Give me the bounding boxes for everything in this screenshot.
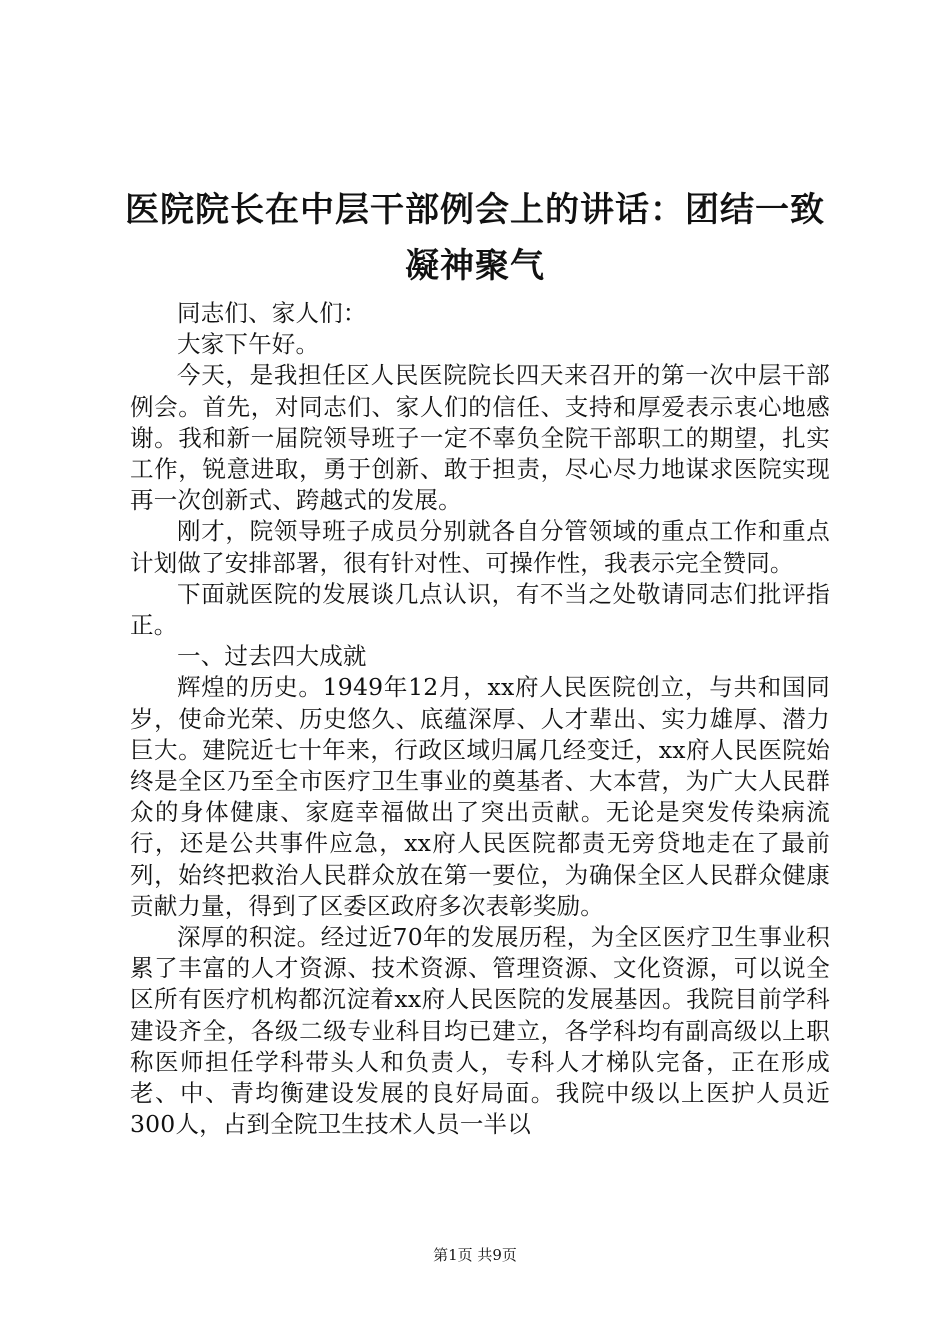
paragraph: 下面就医院的发展谈几点认识，有不当之处敬请同志们批评指正。 <box>130 579 830 640</box>
paragraph: 深厚的积淀。经过近70年的发展历程，为全区医疗卫生事业积累了丰富的人才资源、技术资源、管理资源、文化资源，可以说全区所有医疗机构都沉淀着xx府人民医院的发展基因。我院目前学科建设齐全，各级二级专业科目均已建立，各学科均有副高级以上职称医师担任学科带头人和负责人，专科人才梯队完备，正在形成老、中、青均衡建设发展的良好局面。我院中级以上医护人员近300人，占到全院卫生技术人员一半以 <box>130 923 830 1139</box>
title-line-1: 医院院长在中层干部例会上的讲话：团结一致 <box>125 190 825 230</box>
paragraph: 今天，是我担任区人民医院院长四天来召开的第一次中层干部例会。首先，对同志们、家人们的信任、支持和厚爱表示衷心地感谢。我和新一届院领导班子一定不辜负全院干部职工的期望，扎实工作，锐意进取，勇于创新、敢于担责，尽心尽力地谋求医院实现再一次创新式、跨越式的发展。 <box>130 361 830 515</box>
paragraph-greeting: 大家下午好。 <box>177 330 320 359</box>
paragraph: 辉煌的历史。1949年12月，xx府人民医院创立，与共和国同岁，使命光荣、历史悠久、底蕴深厚、人才辈出、实力雄厚、潜力巨大。建院近七十年来，行政区域归属几经变迁，xx府人民医院始终是全区乃至全市医疗卫生事业的奠基者、大本营，为广大人民群众的身体健康、家庭幸福做出了突出贡献。无论是突发传染病流行，还是公共事件应急，xx府人民医院都责无旁贷地走在了最前列，始终把救治人民群众放在第一要位，为确保全区人民群众健康贡献力量，得到了区委区政府多次表彰奖励。 <box>130 673 830 920</box>
document-body <box>130 298 830 1140</box>
document-title <box>100 182 850 294</box>
page-footer: 第1页 共9页 <box>433 1246 517 1264</box>
paragraph-salutation: 同志们、家人们： <box>177 299 367 327</box>
section-heading: 一、过去四大成就 <box>177 642 367 671</box>
paragraph: 刚才，院领导班子成员分别就各自分管领域的重点工作和重点计划做了安排部署，很有针对性、可操作性，我表示完全赞同。 <box>130 517 830 577</box>
title-line-2: 凝神聚气 <box>405 246 545 286</box>
